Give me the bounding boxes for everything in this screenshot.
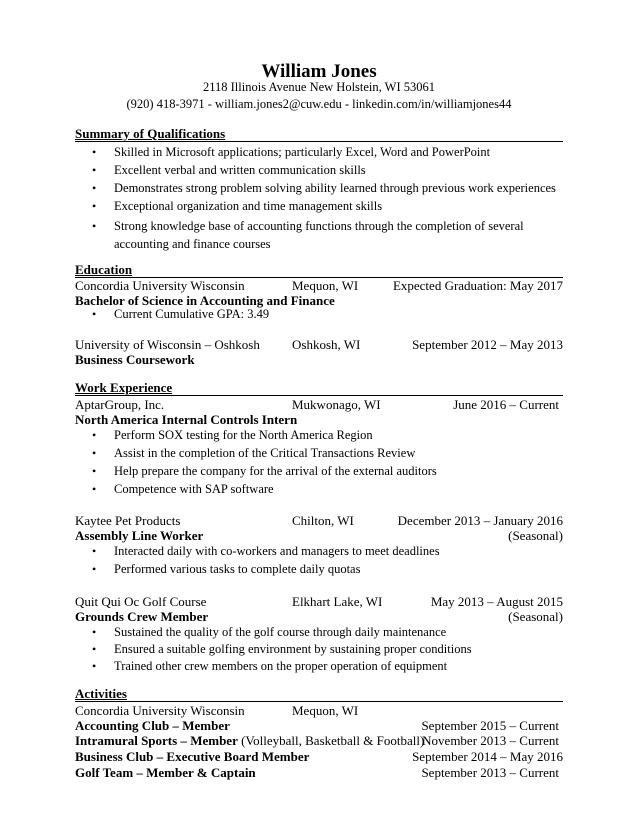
school-date: Expected Graduation: May 2017 — [392, 278, 563, 293]
address-line: 2118 Illinois Avenue New Holstein, WI 53061 — [202, 80, 436, 94]
activity-label: Accounting Club – Member — [75, 718, 230, 733]
school-name: Concordia University Wisconsin — [75, 278, 245, 293]
activity-date: November 2013 – Current — [422, 733, 559, 748]
list-item: • Exceptional organization and time management skills — [0, 199, 556, 217]
list-item: • Skilled in Microsoft applications; particularly Excel, Word and PowerPoint — [0, 145, 556, 163]
job-note: (Seasonal) — [508, 609, 563, 624]
section-divider — [75, 701, 563, 702]
activity-item — [75, 733, 424, 749]
activity-item — [75, 718, 230, 734]
school-name: University of Wisconsin – Oshkosh — [75, 337, 260, 352]
section-title-activities: Activities — [75, 686, 127, 701]
list-item: • Help prepare the company for the arrival of the external auditors — [0, 464, 437, 482]
company-name: AptarGroup, Inc. — [75, 397, 165, 412]
job-bullets — [0, 428, 437, 500]
list-item: • Demonstrates strong problem solving ability learned through previous work experiences — [0, 181, 556, 199]
list-item-text: • Strong knowledge base of accounting functions through the completion of several accounting and finance courses — [114, 219, 524, 251]
activity-extra: (Volleyball, Basketball & Football) — [237, 733, 425, 748]
degree-title: Business Coursework — [75, 352, 195, 367]
job-location: Mukwonago, WI — [292, 397, 381, 412]
activity-label: Golf Team – Member & Captain — [75, 765, 256, 780]
contact-line: (920) 418-3971 - william.jones2@cuw.edu - linkedin.com/in/williamjones44 — [126, 97, 512, 111]
list-item: • Competence with SAP software — [0, 482, 437, 500]
job-title: Grounds Crew Member — [75, 609, 209, 624]
job-location: Chilton, WI — [292, 513, 354, 528]
list-item: • Perform SOX testing for the North America Region — [0, 428, 437, 446]
list-item: • Performed various tasks to complete daily quotas — [0, 562, 440, 580]
activity-item — [75, 765, 256, 781]
list-item — [0, 217, 556, 253]
activity-date: September 2015 – Current — [421, 718, 559, 733]
degree-title: Bachelor of Science in Accounting and Finance — [75, 293, 335, 308]
school-location: Mequon, WI — [292, 278, 359, 293]
section-title-work: Work Experience — [75, 380, 173, 395]
activity-label: Intramural Sports – Member — [75, 733, 238, 748]
job-date: December 2013 – January 2016 — [397, 513, 563, 528]
list-item: • Assist in the completion of the Critical Transactions Review — [0, 446, 437, 464]
company-name: Quit Qui Oc Golf Course — [75, 594, 207, 609]
list-item: • Excellent verbal and written communication skills — [0, 163, 556, 181]
activities-location: Mequon, WI — [292, 703, 359, 718]
job-title: North America Internal Controls Intern — [75, 412, 298, 427]
activity-label: Business Club – Executive Board Member — [75, 749, 310, 764]
job-location: Elkhart Lake, WI — [292, 594, 383, 609]
job-note: (Seasonal) — [508, 528, 563, 543]
activity-item — [75, 749, 309, 765]
school-date: September 2012 – May 2013 — [412, 337, 563, 352]
section-title-education: Education — [75, 262, 133, 277]
section-divider — [75, 395, 563, 396]
company-name: Kaytee Pet Products — [75, 513, 181, 528]
resume-name: William Jones — [261, 61, 377, 82]
job-date: June 2016 – Current — [453, 397, 559, 412]
activity-date: September 2013 – Current — [421, 765, 559, 780]
activities-school: Concordia University Wisconsin — [75, 703, 245, 718]
list-item: • Ensured a suitable golfing environment by sustaining proper conditions — [0, 642, 472, 659]
job-title: Assembly Line Worker — [75, 528, 204, 543]
list-item: • Current Cumulative GPA: 3.49 — [0, 307, 269, 325]
summary-list — [0, 145, 556, 253]
job-bullets — [0, 544, 440, 580]
school-location: Oshkosh, WI — [292, 337, 361, 352]
section-divider — [75, 141, 563, 142]
job-date: May 2013 – August 2015 — [430, 594, 563, 609]
list-item: • Interacted daily with co-workers and managers to meet deadlines — [0, 544, 440, 562]
list-item: • Trained other crew members on the proper operation of equipment — [0, 659, 472, 676]
job-bullets — [0, 625, 472, 676]
section-title-summary: Summary of Qualifications — [75, 126, 226, 141]
activity-date: September 2014 – May 2016 — [412, 749, 563, 764]
education-details — [0, 307, 269, 325]
list-item: • Sustained the quality of the golf course through daily maintenance — [0, 625, 472, 642]
